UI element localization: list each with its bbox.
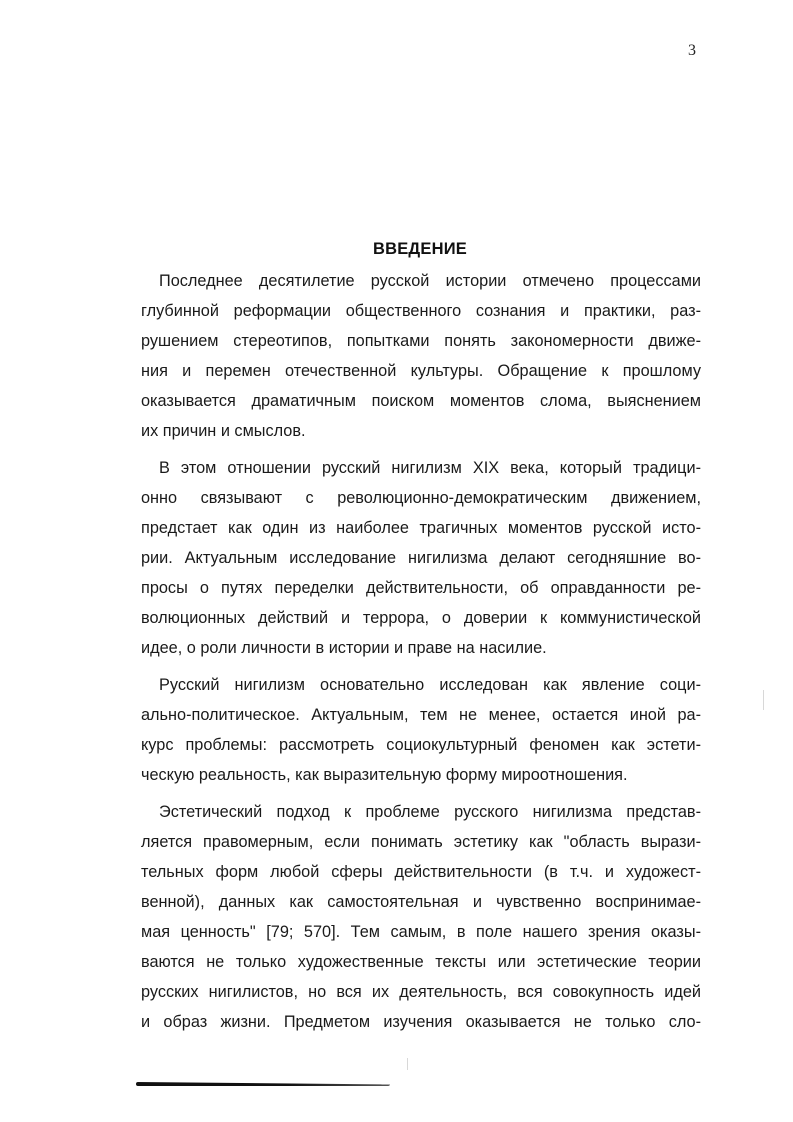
- text-line: оказывается драматичным поиском моментов слома, выяснением: [141, 392, 701, 410]
- text-line: онно связывают с революционно-демократическим движением,: [141, 489, 701, 507]
- paragraph-1: [141, 266, 701, 446]
- text-line: просы о путях переделки действительности, об оправданности ре-: [141, 579, 701, 597]
- text-line: и образ жизни. Предметом изучения оказывается не только сло-: [141, 1013, 701, 1031]
- paragraph-4: [141, 797, 701, 1037]
- text-line: ния и перемен отечественной культуры. Обращение к прошлому: [141, 362, 701, 380]
- text-line: ляется правомерным, если понимать эстетику как "область вырази-: [141, 833, 701, 851]
- text-line: их причин и смыслов.: [141, 422, 306, 440]
- text-line: волюционных действий и террора, о доверии к коммунистической: [141, 609, 701, 627]
- text-line: мая ценность" [79; 570]. Тем самым, в поле нашего зрения оказы-: [141, 923, 701, 941]
- text-line: рушением стереотипов, попытками понять закономерности движе-: [141, 332, 701, 350]
- text-line: глубинной реформации общественного сознания и практики, раз-: [141, 302, 701, 320]
- text-line: рии. Актуальным исследование нигилизма делают сегодняшние во-: [141, 549, 701, 567]
- page-number: 3: [688, 42, 696, 59]
- paragraph-3: [141, 670, 701, 790]
- scan-mark: [763, 690, 764, 710]
- text-line: венной), данных как самостоятельная и чувственно воспринимае-: [141, 893, 701, 911]
- text-line: Последнее десятилетие русской истории отмечено процессами: [159, 272, 701, 290]
- text-line: В этом отношении русский нигилизм XIX века, который традици-: [159, 459, 701, 477]
- scan-mark: [407, 1058, 408, 1070]
- text-line: Эстетический подход к проблеме русского нигилизма представ-: [159, 803, 701, 821]
- text-line: курс проблемы: рассмотреть социокультурный феномен как эстети-: [141, 736, 701, 754]
- text-line: предстает как один из наиболее трагичных моментов русской исто-: [141, 519, 701, 537]
- text-line: ально-политическое. Актуальным, тем не менее, остается иной ра-: [141, 706, 701, 724]
- text-line: ческую реальность, как выразительную форму мироотношения.: [141, 766, 628, 784]
- section-heading: ВВЕДЕНИЕ: [373, 240, 467, 258]
- text-line: русских нигилистов, но вся их деятельность, вся совокупность идей: [141, 983, 701, 1001]
- footer-rule: [136, 1082, 390, 1086]
- text-line: Русский нигилизм основательно исследован как явление соци-: [159, 676, 701, 694]
- text-line: ваются не только художественные тексты или эстетические теории: [141, 953, 701, 971]
- body-text: [141, 266, 701, 1044]
- paragraph-2: [141, 453, 701, 663]
- text-line: тельных форм любой сферы действительности (в т.ч. и художест-: [141, 863, 701, 881]
- text-line: идее, о роли личности в истории и праве на насилие.: [141, 639, 547, 657]
